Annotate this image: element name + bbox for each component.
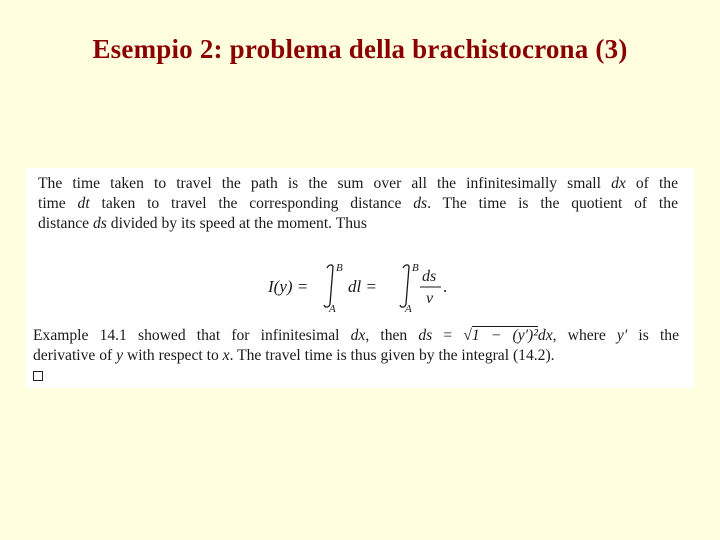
text-run: , where: [552, 327, 617, 344]
math-symbol: y′: [616, 327, 628, 344]
fraction-numerator: ds: [422, 268, 437, 285]
integral-sign-icon: [324, 265, 333, 307]
display-equation: [26, 260, 694, 316]
lower-limit: A: [329, 303, 336, 315]
text-run: time: [38, 195, 78, 212]
math-symbol: ds: [93, 215, 107, 232]
equation-period: .: [443, 277, 448, 296]
text-run: divided by its speed at the moment. Thus: [106, 215, 367, 232]
paragraph-conclusion: [33, 326, 679, 366]
math-symbol: dx: [611, 175, 626, 192]
qed-box-icon: [33, 371, 43, 381]
textbook-excerpt: [26, 168, 694, 388]
math-symbol: y: [116, 347, 124, 364]
sqrt-icon: √: [463, 327, 472, 344]
text-run: The time taken to travel the path is the sum over all the infinitesimally small: [38, 175, 612, 192]
math-symbol: ds: [413, 195, 428, 212]
text-run: derivative of: [33, 347, 117, 364]
text-run: with respect to: [123, 347, 223, 364]
math-symbol: ds: [418, 327, 433, 344]
paragraph-line: [33, 346, 679, 366]
math-symbol: dt: [77, 195, 90, 212]
text-run: =: [432, 327, 464, 344]
paragraph-line: [38, 194, 678, 214]
fraction-denominator: v: [426, 290, 434, 307]
text-run: taken to travel the corresponding distance: [89, 195, 414, 212]
text-run: . The time is the quotient of the: [427, 195, 678, 212]
integral-sign-icon: [400, 265, 409, 307]
text-run: distance: [38, 215, 93, 232]
text-run: . The travel time is thus given by the integral (14.2).: [229, 347, 555, 364]
math-symbol: dx: [537, 327, 553, 344]
paragraph-intro: [38, 174, 678, 234]
text-run: is the: [627, 327, 680, 344]
text-run: Example 14.1 showed that for infinitesimal: [33, 327, 351, 344]
sqrt-radicand: 1 − (y′)²: [471, 327, 538, 344]
lower-limit: A: [405, 303, 412, 315]
math-symbol: x: [222, 347, 230, 364]
equation-lhs: I(y) =: [268, 277, 309, 296]
paragraph-line: [33, 326, 679, 346]
math-symbol: dx: [350, 327, 366, 344]
paragraph-line: [38, 174, 678, 194]
text-run: , then: [365, 327, 419, 344]
text-run: of the: [625, 175, 678, 192]
paragraph-line: [38, 214, 678, 234]
upper-limit: B: [412, 262, 419, 274]
equation-svg: [26, 260, 694, 316]
integrand: dl =: [348, 277, 377, 296]
slide-title: Esempio 2: problema della brachistocrona (3): [92, 34, 628, 64]
upper-limit: B: [336, 262, 343, 274]
